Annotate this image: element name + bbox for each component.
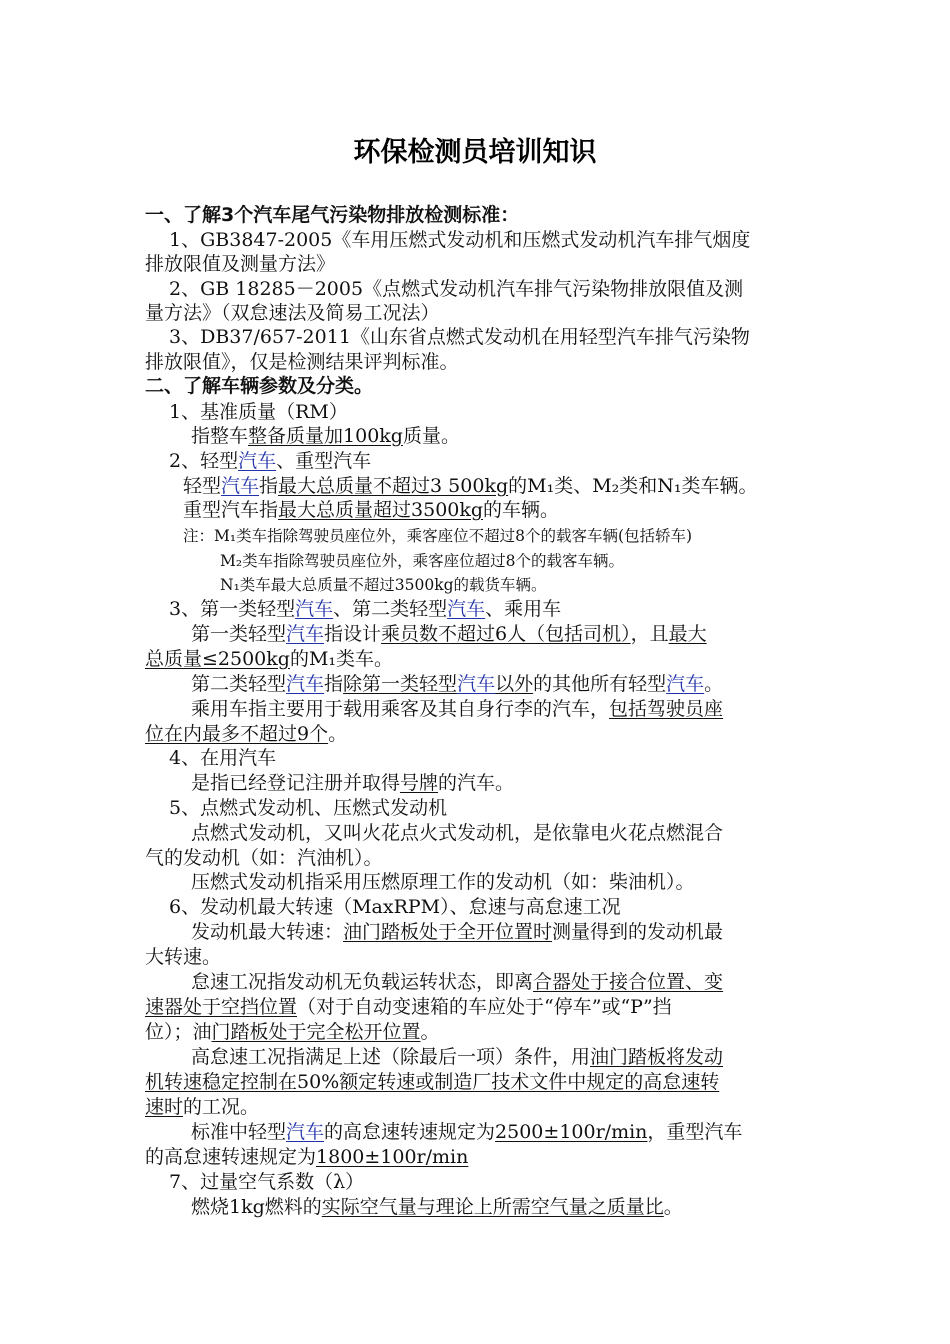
spark-ignition-line-2: 气的发动机（如：汽油机）。 [145, 847, 383, 869]
page-title: 环保检测员培训知识 [353, 137, 597, 168]
subsection-4-title: 4、在用汽车 [169, 747, 277, 769]
passenger-car-line-2: 位在内最多不超过9个。 [145, 723, 348, 745]
class-1-line-1: 第一类轻型汽车指设计乘员数不超过6人（包括司机），且最大 [191, 623, 707, 645]
class-1-line-2: 总质量≤2500kg的M₁类车。 [145, 648, 394, 670]
note-m2: M₂类车指除驾驶员座位外，乘客座位超过8个的载客车辆。 [220, 552, 624, 570]
high-idle-speed-line-1: 标准中轻型汽车的高怠速转速规定为2500±100r/min，重型汽车 [191, 1121, 743, 1143]
link-car[interactable]: 汽车 [457, 673, 496, 695]
link-car[interactable]: 汽车 [221, 475, 260, 497]
subsection-5-title: 5、点燃式发动机、压燃式发动机 [169, 797, 448, 819]
idle-line-3: 位）；油门踏板处于完全松开位置。 [145, 1021, 440, 1043]
link-car[interactable]: 汽车 [286, 1121, 325, 1143]
high-idle-line-1: 高怠速工况指满足上述（除最后一项）条件，用油门踏板将发动 [191, 1046, 724, 1068]
max-rpm-line-2: 大转速。 [145, 946, 222, 968]
standard-3-line-1: 3、DB37/657-2011《山东省点燃式发动机在用轻型汽车排气污染物 [169, 326, 750, 348]
idle-line-1: 怠速工况指发动机无负载运转状态，即离合器处于接合位置、变 [191, 971, 724, 993]
lambda-definition: 燃烧1kg燃料的实际空气量与理论上所需空气量之质量比。 [191, 1196, 683, 1218]
standard-2-line-1: 2、GB 18285－2005《点燃式发动机汽车排气污染物排放限值及测 [169, 278, 744, 300]
passenger-car-line-1: 乘用车指主要用于载用乘客及其自身行李的汽车，包括驾驶员座 [191, 698, 724, 720]
high-idle-speed-line-2: 的高怠速转速规定为1800±100r/min [145, 1146, 469, 1168]
subsection-2-title: 2、轻型汽车、重型汽车 [169, 450, 372, 472]
standard-1-line-1: 1、GB3847-2005《车用压燃式发动机和压燃式发动机汽车排气烟度 [169, 229, 751, 251]
light-vehicle-definition: 轻型汽车指最大总质量不超过3 500kg的M₁类、M₂类和N₁类车辆。 [183, 475, 758, 497]
spark-ignition-line-1: 点燃式发动机，又叫火花点火式发动机，是依靠电火花点燃混合 [191, 822, 724, 844]
standard-3-line-2: 排放限值》，仅是检测结果评判标准。 [145, 351, 459, 373]
subsection-1-title: 1、基准质量（RM） [169, 401, 348, 423]
subsection-7-title: 7、过量空气系数（λ） [169, 1171, 365, 1193]
link-car[interactable]: 汽车 [286, 673, 325, 695]
section-2-heading: 二、了解车辆参数及分类。 [145, 375, 374, 397]
class-2-definition: 第二类轻型汽车指除第一类轻型汽车以外的其他所有轻型汽车。 [191, 673, 724, 695]
idle-line-2: 速器处于空挡位置（对于自动变速箱的车应处于“停车”或“P”挡 [145, 996, 672, 1018]
link-car[interactable]: 汽车 [666, 673, 705, 695]
standard-2-line-2: 量方法》（双怠速法及简易工况法） [145, 302, 440, 324]
note-n1: N₁类车最大总质量不超过3500kg的载货车辆。 [220, 576, 547, 594]
compression-ignition-paragraph: 压燃式发动机指采用压燃原理工作的发动机（如：柴油机）。 [191, 871, 695, 893]
high-idle-line-2: 机转速稳定控制在50%额定转速或制造厂技术文件中规定的高怠速转 [145, 1071, 720, 1093]
link-car[interactable]: 汽车 [447, 598, 486, 620]
link-car[interactable]: 汽车 [286, 623, 325, 645]
section-1-heading: 一、了解3个汽车尾气污染物排放检测标准： [145, 204, 520, 226]
subsection-6-title: 6、发动机最大转速（MaxRPM）、怠速与高怠速工况 [169, 896, 621, 918]
note-m1: 注：M₁类车指除驾驶员座位外，乘客座位不超过8个的载客车辆(包括轿车) [183, 527, 693, 545]
subsection-4-paragraph: 是指已经登记注册并取得号牌的汽车。 [191, 772, 515, 794]
link-car[interactable]: 汽车 [238, 450, 277, 472]
high-idle-line-3: 速时的工况。 [145, 1096, 260, 1118]
link-car[interactable]: 汽车 [295, 598, 334, 620]
subsection-3-title: 3、第一类轻型汽车、第二类轻型汽车、乘用车 [169, 598, 562, 620]
max-rpm-line-1: 发动机最大转速：油门踏板处于全开位置时测量得到的发动机最 [191, 921, 724, 943]
standard-1-line-2: 排放限值及测量方法》 [145, 253, 336, 275]
subsection-1-paragraph: 指整车整备质量加100kg质量。 [191, 425, 460, 447]
heavy-vehicle-definition: 重型汽车指最大总质量超过3500kg的车辆。 [183, 499, 560, 521]
